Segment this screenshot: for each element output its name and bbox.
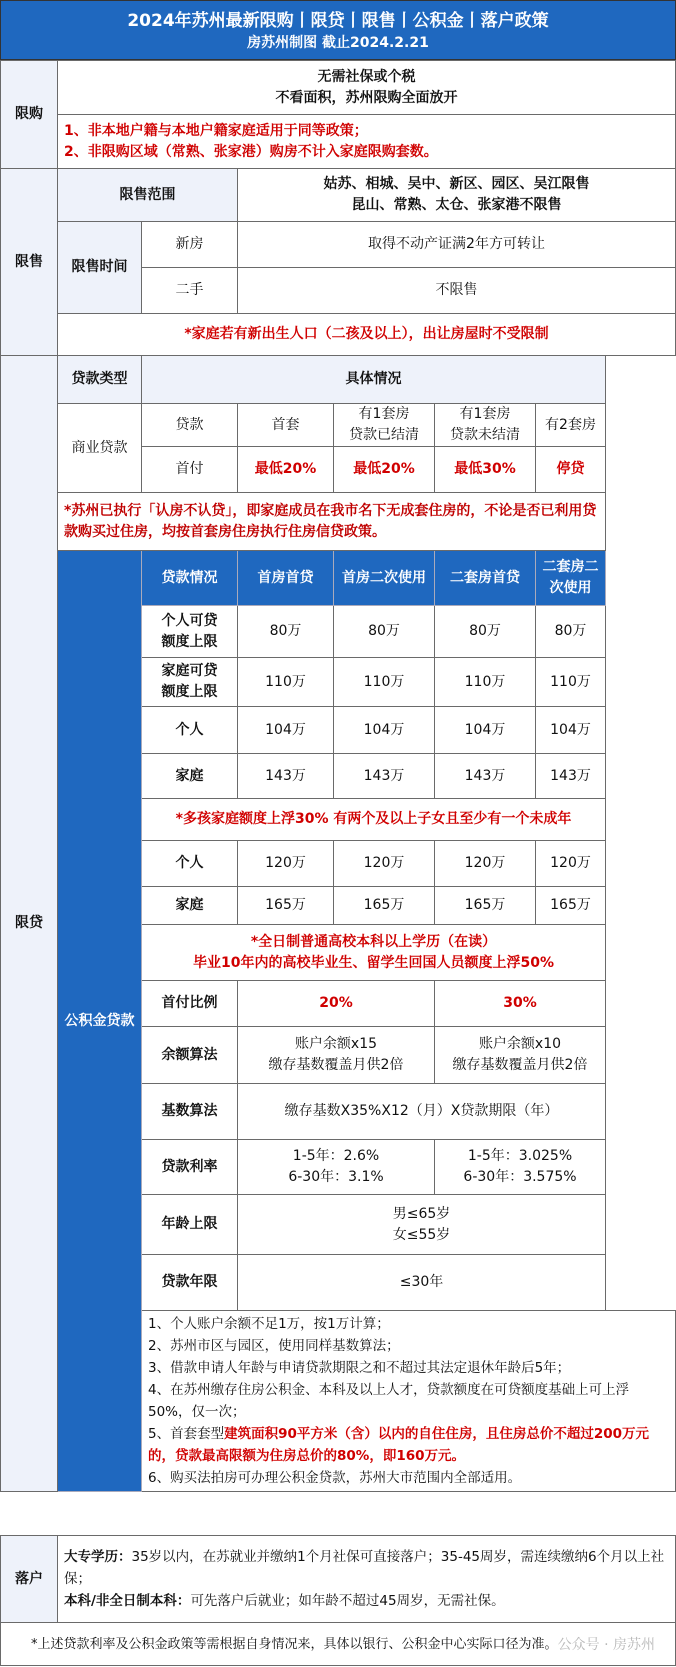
rate-first: 1-5年：2.6% 6-30年：3.1% — [238, 1140, 435, 1195]
xianshou-range-label: 限售范围 — [58, 169, 238, 222]
cell: 104万 — [334, 707, 435, 754]
term-limit: ≤30年 — [238, 1255, 606, 1311]
cell: 80万 — [334, 606, 435, 658]
down-ratio-first: 20% — [238, 981, 435, 1027]
fund-loan-label: 公积金贷款 — [58, 551, 142, 1492]
balance-first: 账户余额x15 缴存基数覆盖月供2倍 — [238, 1027, 435, 1084]
cell: 120万 — [435, 841, 536, 887]
cell: 110万 — [536, 658, 606, 707]
xiangou-line2: 不看面积，苏州限购全面放开 — [275, 89, 458, 106]
xiandai-section — [0, 355, 676, 1492]
xiangou-line1: 无需社保或个税 — [317, 68, 416, 85]
rate-second: 1-5年：3.025% 6-30年：3.575% — [435, 1140, 606, 1195]
cell: 110万 — [435, 658, 536, 707]
xianshou-time-label: 限售时间 — [58, 222, 142, 314]
xiangou-section — [0, 60, 676, 169]
base-label: 基数算法 — [142, 1084, 238, 1140]
down-value: 最低20% — [238, 447, 334, 493]
multi-child-note: *多孩家庭额度上浮30% 有两个及以上子女且至少有一个未成年 — [142, 799, 606, 841]
luohu-section — [0, 1535, 676, 1623]
cell: 110万 — [238, 658, 334, 707]
cell: 120万 — [334, 841, 435, 887]
note-item: 6、购买法拍房可办理公积金贷款，苏州大市范围内全部适用。 — [148, 1470, 522, 1486]
base-formula: 缴存基数X35%X12（月）X贷款期限（年） — [238, 1084, 606, 1140]
balance-label: 余额算法 — [142, 1027, 238, 1084]
cell: 120万 — [238, 841, 334, 887]
down-value: 最低20% — [334, 447, 435, 493]
down-value: 停贷 — [536, 447, 606, 493]
down-ratio-second: 30% — [435, 981, 606, 1027]
xiandai-label: 限贷 — [1, 356, 58, 1492]
page-title: 2024年苏州最新限购丨限贷丨限售丨公积金丨落户政策 — [127, 11, 549, 31]
graduate-note — [142, 925, 606, 981]
row-label: 家庭 — [142, 754, 238, 799]
page-header — [0, 0, 676, 60]
cell: 80万 — [435, 606, 536, 658]
bachelor-text: 可先落户后就业；如年龄不超过45周岁，无需社保。 — [190, 1593, 505, 1609]
cell: 165万 — [238, 887, 334, 925]
row-label: 家庭 — [142, 887, 238, 925]
xianshou-label: 限售 — [1, 169, 58, 356]
cell: 110万 — [334, 658, 435, 707]
xianshou-note: *家庭若有新出生人口（二孩及以上），出让房屋时不受限制 — [58, 314, 676, 356]
cell: 104万 — [435, 707, 536, 754]
graduate-note-line2: 毕业10年内的高校毕业生、留学生回国人员额度上浮50% — [193, 954, 554, 971]
cell: 104万 — [238, 707, 334, 754]
loan-row-label: 贷款 — [142, 404, 238, 447]
cell: 143万 — [238, 754, 334, 799]
note5-prefix: 5、首套套型 — [148, 1426, 225, 1442]
fund-header-cell: 首房首贷 — [238, 551, 334, 606]
page-subtitle: 房苏州制图 截止2024.2.21 — [247, 35, 429, 51]
down-value: 最低30% — [435, 447, 536, 493]
xiangou-label: 限购 — [1, 61, 58, 169]
col-one-home-uncleared: 有1套房 贷款未结清 — [435, 404, 536, 447]
college-text: 35岁以内，在苏就业并缴纳1个月社保可直接落户；35-45周岁，需连续缴纳6个月以上社保； — [64, 1549, 665, 1587]
cell: 143万 — [536, 754, 606, 799]
cell: 143万 — [435, 754, 536, 799]
note-item: 4、在苏州缴存住房公积金、本科及以上人才，贷款额度在可贷额度基础上可上浮50%，仅一次； — [148, 1382, 630, 1420]
commercial-loan-label: 商业贷款 — [58, 404, 142, 493]
luohu-label: 落户 — [1, 1536, 58, 1623]
balance-second: 账户余额x10 缴存基数覆盖月供2倍 — [435, 1027, 606, 1084]
col-first-home: 首套 — [238, 404, 334, 447]
xiangou-note2: 2、非限购区域（常熟、张家港）购房不计入家庭限购套数。 — [64, 143, 438, 160]
rate-label: 贷款利率 — [142, 1140, 238, 1195]
xiangou-notes — [58, 115, 676, 169]
cell: 80万 — [536, 606, 606, 658]
down-row-label: 首付 — [142, 447, 238, 493]
footer-note — [0, 1622, 676, 1666]
xianshou-used-value: 不限售 — [238, 268, 676, 314]
note-item: 2、苏州市区与园区，使用同样基数算法； — [148, 1338, 400, 1354]
footer-text: *上述贷款利率及公积金政策等需根据自身情况来，具体以银行、公积金中心实际口径为准。 — [31, 1637, 558, 1652]
xiangou-note1: 1、非本地户籍与本地户籍家庭适用于同等政策； — [64, 122, 368, 139]
xianshou-new-value: 取得不动产证满2年方可转让 — [238, 222, 676, 268]
luohu-content — [58, 1536, 676, 1623]
fund-header-cell: 贷款情况 — [142, 551, 238, 606]
watermark: 公众号 · 房苏州 — [557, 1637, 655, 1653]
note-item — [148, 1423, 669, 1467]
cell: 165万 — [334, 887, 435, 925]
row-label: 个人可贷 额度上限 — [142, 606, 238, 658]
down-ratio-label: 首付比例 — [142, 981, 238, 1027]
col-two-homes: 有2套房 — [536, 404, 606, 447]
term-label: 贷款年限 — [142, 1255, 238, 1311]
xianshou-range-line2: 昆山、常熟、太仓、张家港不限售 — [351, 197, 562, 213]
cell: 165万 — [536, 887, 606, 925]
row-label: 个人 — [142, 707, 238, 754]
xianshou-used-label: 二手 — [142, 268, 238, 314]
cell: 80万 — [238, 606, 334, 658]
college-label: 大专学历： — [64, 1549, 132, 1565]
cell: 143万 — [334, 754, 435, 799]
note5-red: 建筑面积90平方米（含）以内的自住住房，且住房总价不超过200万元的，贷款最高限额为住房总价的80%，即160万元。 — [148, 1426, 650, 1464]
xiangou-summary — [58, 61, 676, 115]
bachelor-label: 本科/非全日制本科： — [64, 1593, 191, 1609]
age-limit: 男≤65岁 女≤55岁 — [238, 1195, 606, 1255]
fund-header-cell: 二套房二次使用 — [536, 551, 606, 606]
cell: 120万 — [536, 841, 606, 887]
row-label: 个人 — [142, 841, 238, 887]
cell: 104万 — [536, 707, 606, 754]
xianshou-range-line1: 姑苏、相城、吴中、新区、园区、吴江限售 — [323, 176, 590, 192]
cell: 165万 — [435, 887, 536, 925]
loan-type-label: 贷款类型 — [58, 356, 142, 404]
xianshou-range — [238, 169, 676, 222]
col-one-home-cleared: 有1套房 贷款已结清 — [334, 404, 435, 447]
age-label: 年龄上限 — [142, 1195, 238, 1255]
note-item: 1、个人账户余额不足1万，按1万计算； — [148, 1316, 390, 1332]
note-item: 3、借款申请人年龄与申请贷款期限之和不超过其法定退休年龄后5年； — [148, 1360, 571, 1376]
detail-label: 具体情况 — [142, 356, 606, 404]
row-label: 家庭可贷 额度上限 — [142, 658, 238, 707]
fund-header-cell: 首房二次使用 — [334, 551, 435, 606]
xianshou-section — [0, 168, 676, 356]
rule-note: *苏州已执行「认房不认贷」，即家庭成员在我市名下无成套住房的，不论是否已利用贷款购买过住房，均按首套房住房执行住房信贷政策。 — [58, 493, 606, 551]
graduate-note-line1: *全日制普通高校本科以上学历（在读） — [250, 933, 497, 950]
xianshou-new-label: 新房 — [142, 222, 238, 268]
fund-header-cell: 二套房首贷 — [435, 551, 536, 606]
loan-notes — [142, 1311, 676, 1492]
